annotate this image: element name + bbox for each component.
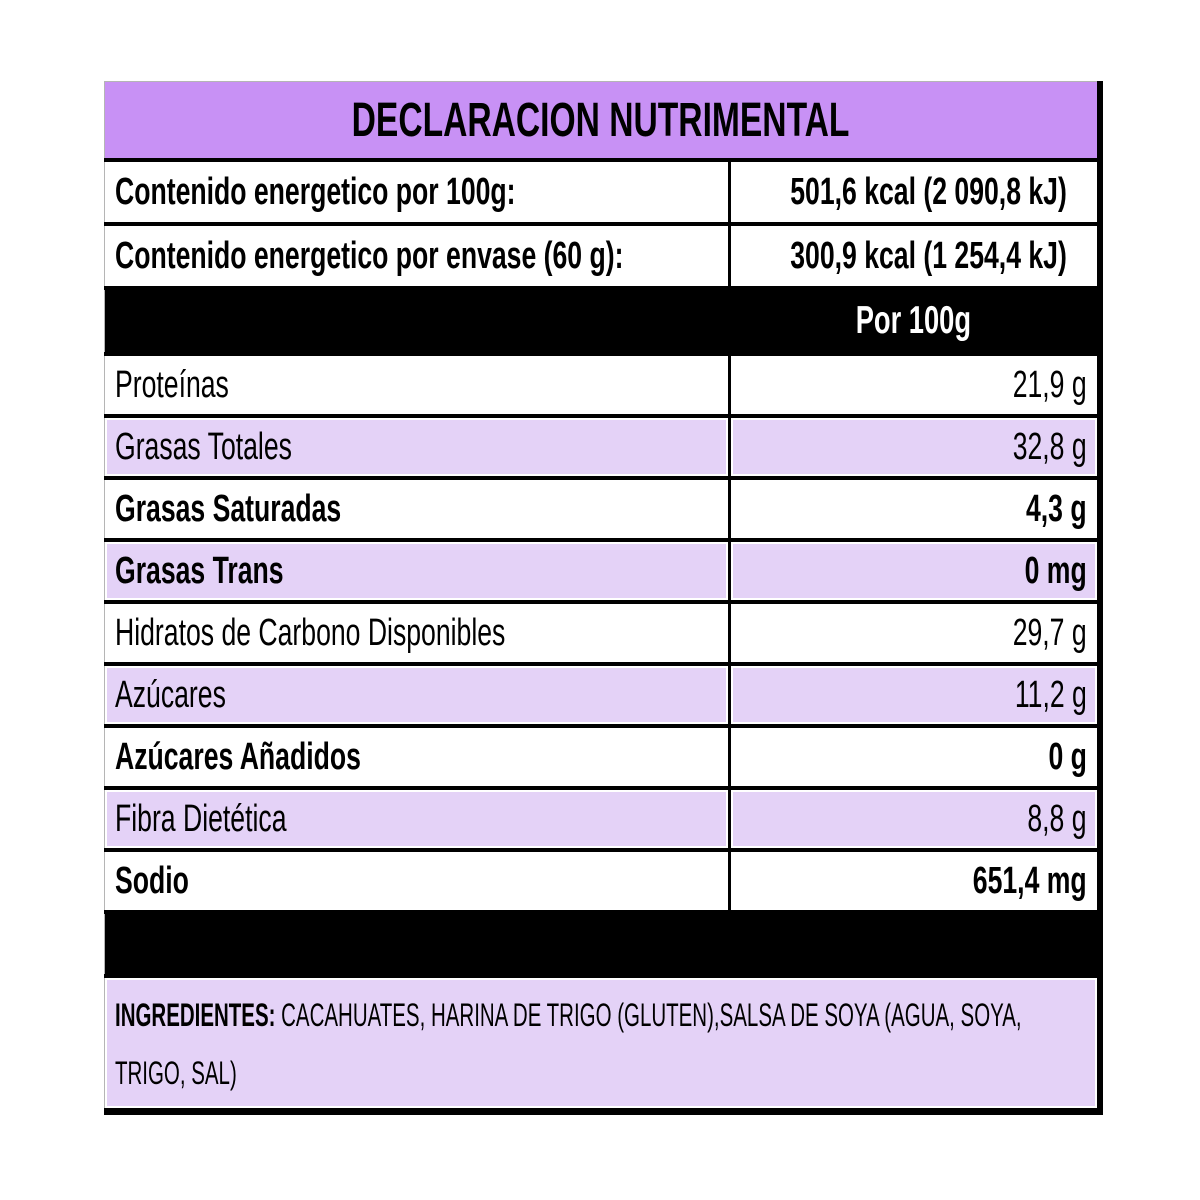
energy-row-per-package bbox=[105, 224, 1100, 288]
nutrient-label: Grasas Saturadas bbox=[105, 478, 730, 540]
nutrient-row bbox=[105, 726, 1100, 788]
page-title-text: DECLARACION NUTRIMENTAL bbox=[351, 93, 850, 147]
energy-row-per-100g bbox=[105, 160, 1100, 224]
nutrient-value: 0 mg bbox=[730, 540, 1100, 602]
column-header-row bbox=[105, 288, 1100, 354]
ingredients-text: CACAHUATES, HARINA DE TRIGO (GLUTEN),SALSA DE SOYA (AGUA, SOYA, TRIGO, SAL) bbox=[115, 997, 1022, 1091]
ingredients-paragraph bbox=[115, 986, 1097, 1102]
energy-per-package-label: Contenido energetico por envase (60 g): bbox=[105, 224, 730, 288]
separator-band bbox=[105, 912, 1100, 976]
title-row bbox=[105, 82, 1100, 161]
nutrient-value: 8,8 g bbox=[730, 788, 1100, 850]
energy-per-100g-label: Contenido energetico por 100g: bbox=[105, 160, 730, 224]
nutrient-label: Sodio bbox=[105, 850, 730, 912]
nutrient-row bbox=[105, 354, 1100, 416]
ingredients-label: INGREDIENTES: bbox=[115, 997, 276, 1033]
ingredients-row bbox=[105, 976, 1100, 1112]
column-header: Por 100g bbox=[730, 288, 1100, 354]
nutrient-value: 651,4 mg bbox=[730, 850, 1100, 912]
nutrient-value: 4,3 g bbox=[730, 478, 1100, 540]
nutrient-value: 32,8 g bbox=[730, 416, 1100, 478]
nutrition-label bbox=[104, 81, 1103, 1115]
column-header-spacer bbox=[105, 288, 730, 354]
nutrient-label: Azúcares Añadidos bbox=[105, 726, 730, 788]
nutrient-row bbox=[105, 478, 1100, 540]
separator-cell bbox=[105, 912, 1100, 976]
nutrient-value: 0 g bbox=[730, 726, 1100, 788]
nutrient-label: Grasas Trans bbox=[105, 540, 730, 602]
nutrient-label: Azúcares bbox=[105, 664, 730, 726]
nutrient-value: 21,9 g bbox=[730, 354, 1100, 416]
nutrient-rows bbox=[105, 354, 1100, 912]
page-title bbox=[105, 82, 1100, 161]
nutrient-label: Grasas Totales bbox=[105, 416, 730, 478]
nutrient-row bbox=[105, 540, 1100, 602]
nutrient-row bbox=[105, 788, 1100, 850]
nutrition-table bbox=[104, 81, 1103, 1115]
nutrient-value: 11,2 g bbox=[730, 664, 1100, 726]
energy-per-package-value: 300,9 kcal (1 254,4 kJ) bbox=[730, 224, 1100, 288]
nutrient-row bbox=[105, 602, 1100, 664]
nutrient-label: Hidratos de Carbono Disponibles bbox=[105, 602, 730, 664]
nutrient-row bbox=[105, 416, 1100, 478]
nutrient-row bbox=[105, 850, 1100, 912]
nutrient-label: Proteínas bbox=[105, 354, 730, 416]
nutrient-value: 29,7 g bbox=[730, 602, 1100, 664]
nutrient-row bbox=[105, 664, 1100, 726]
energy-per-100g-value: 501,6 kcal (2 090,8 kJ) bbox=[730, 160, 1100, 224]
nutrient-label: Fibra Dietética bbox=[105, 788, 730, 850]
ingredients-cell bbox=[105, 976, 1100, 1112]
